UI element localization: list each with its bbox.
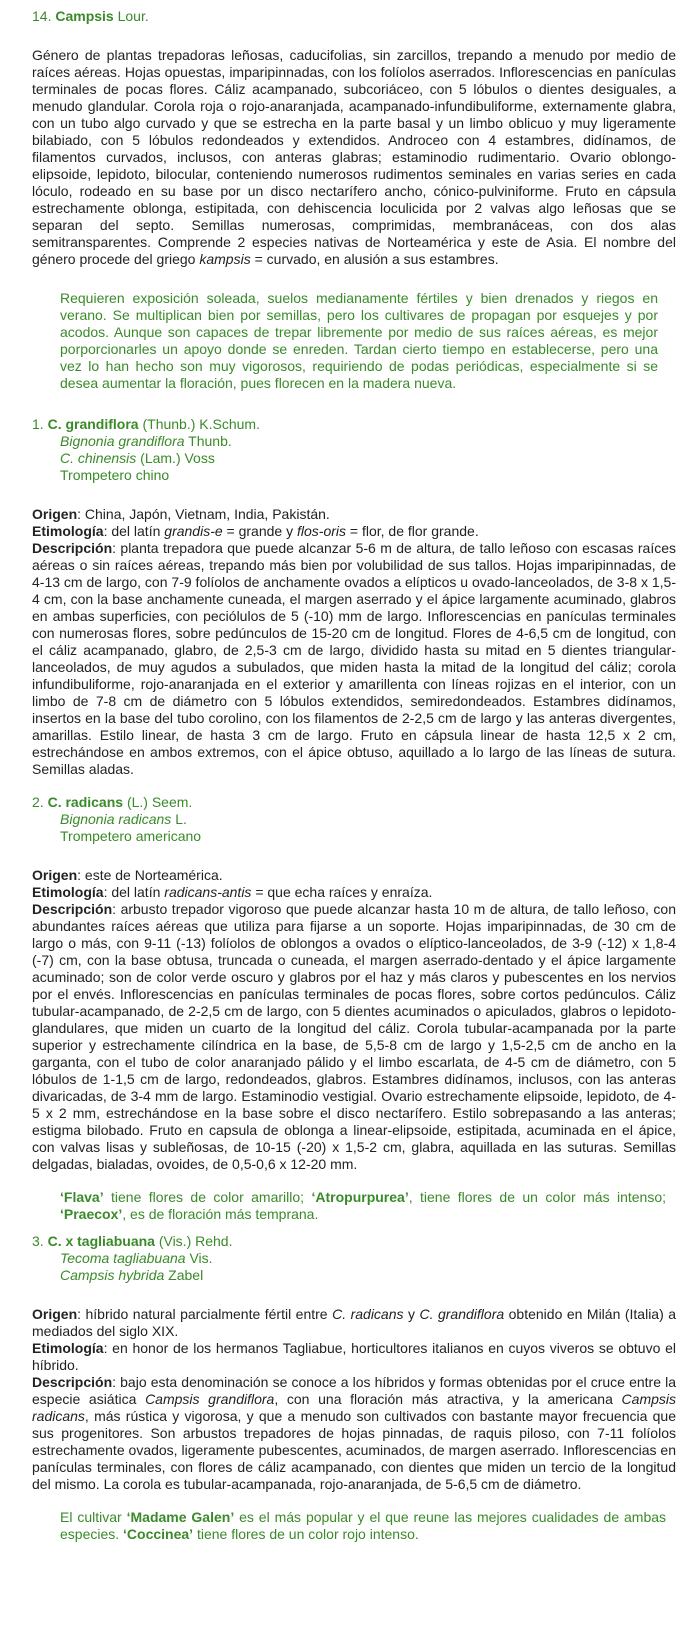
genus-heading: [32, 8, 676, 25]
origin-label: Origen: [32, 1306, 78, 1322]
etymology-term: grandis-e: [164, 523, 223, 539]
synonym-author: Zabel: [168, 1267, 204, 1283]
etymology-text: : del latín: [103, 523, 161, 539]
genus-description-end: = curvado, en alusión a sus estambres.: [254, 251, 499, 267]
description-label: Descripción: [32, 1374, 113, 1390]
synonym-name: C. chinensis: [60, 450, 137, 466]
genus-author: Lour.: [117, 8, 149, 24]
species-1-number: 1.: [32, 416, 44, 432]
origin-label: Origen: [32, 506, 78, 522]
species-1-common-name: Trompetero chino: [60, 467, 170, 483]
genus-etymology-word: kampsis: [199, 251, 251, 267]
description-term: Campsis radicans: [32, 1391, 677, 1424]
species-2-number: 2.: [32, 794, 44, 810]
species-3-synonym-2: [60, 1267, 676, 1284]
etymology-term: flos-oris: [297, 523, 347, 539]
genus-description: [32, 47, 676, 268]
synonym-name: Bignonia grandiflora: [60, 433, 185, 449]
description-label: Descripción: [32, 901, 113, 917]
cultivar-name: ‘Atropurpurea’: [311, 1189, 409, 1205]
species-3-heading: [32, 1233, 676, 1284]
etymology-label: Etimología: [32, 1340, 104, 1356]
species-1-description: [32, 540, 676, 778]
species-2-name: C. radicans: [47, 794, 124, 810]
synonym-author: L.: [175, 811, 187, 827]
description-term: Campsis grandiflora: [145, 1391, 275, 1407]
species-1-synonym-1: [60, 433, 676, 450]
cultivar-text: es el más popular y el que reune las mejores cualidades de ambas especies.: [60, 1509, 667, 1542]
origin-text: y: [408, 1306, 415, 1322]
cultivar-text: El cultivar: [60, 1509, 122, 1525]
description-text: , con una floración más atractiva, y la americana: [274, 1391, 613, 1407]
origin-text: : híbrido natural parcialmente fértil entre: [77, 1306, 328, 1322]
genus-number: 14.: [32, 8, 52, 24]
species-1-origin: [32, 506, 676, 523]
synonym-name: Tecoma tagliabuana: [60, 1250, 186, 1266]
synonym-name: Campsis hybrida: [60, 1267, 165, 1283]
species-2-description: [32, 901, 676, 1173]
cultivar-name: ‘Praecox’: [60, 1206, 123, 1222]
species-2-author: (L.) Seem.: [126, 794, 193, 810]
etymology-label: Etimología: [32, 884, 104, 900]
species-3-info: [32, 1306, 676, 1493]
synonym-author: (Lam.) Voss: [140, 450, 215, 466]
species-1-author: (Thunb.) K.Schum.: [142, 416, 260, 432]
cultivar-text: , tiene flores de un color más intenso;: [408, 1189, 667, 1205]
etymology-text: : del latín: [103, 884, 161, 900]
description-text: : bajo esta denominación se conoce a los híbridos y formas obtenidas por el cruce entre la especie asiática: [32, 1374, 676, 1407]
species-3-origin: [32, 1306, 676, 1340]
species-2-synonym-1: [60, 811, 676, 828]
description-label: Descripción: [32, 540, 113, 556]
description-text: : arbusto trepador vigoroso que puede alcanzar hasta 10 m de altura, de tallo leñoso, con abundantes raíces aéreas que utiliza para fijarse a un soporte. Hojas imparipinnadas, de 30 cm de largo o más, con 9-11 (-13) folíolos de oblongos a ovados o elíptico-lanceolados, de 3-9 (-12) x 1,8-4 (-7) cm, con la base obtusa, truncada o cuneada, el margen aserrado-dentado y el ápice largamente acuminado; son de color verde oscuro y glabros por el haz y más claros y pubescentes en los nervios por el envés. Inflorescencias en panículas terminales de pocas flores, sobre cortos pedúnculos. Cáliz tubular-acampanado, de 2-2,5 cm de largo, con 5 dientes acuminados o apiculados, glabros o lepidoto-glandulares, que miden un cuarto de la longitud del cáliz. Corola tubular-acampanada por la parte superior y estrechamente cilíndrica en la base, de 5,5-8 cm de largo y 1,5-2,5 cm de ancho en la garganta, con el tubo de color anaranjado pálido y el limbo escarlata, de 4-5 cm de diámetro, con 5 lóbulos de 1-1,5 cm de largo, redondeados, glabros. Estambres didínamos, inclusos, con las anteras divaricadas, de 3-4 mm de largo. Estaminodio vestigial. Ovario estrechamente elipsoide, lepidoto, de 4-5 x 2 mm, estrechándose en la base sobre el disco nectarífero. Estilo sobrepasando a las anteras; estigma bilobado. Fruto en capsula de oblonga a linear-elipsoide, estipitada, acuminada en el ápice, con valvas lisas y subleñosas, de 10-15 (-20) x 1,5-2 cm, glabra, aquillada en las suturas. Semillas delgadas, bialadas, ovoides, de 0,5-0,6 x 12-20 mm.: [32, 901, 676, 1172]
cultivar-text: tiene flores de color amarillo;: [111, 1189, 305, 1205]
cultivar-name: ‘Coccinea’: [123, 1526, 194, 1542]
species-2-etymology: [32, 884, 676, 901]
etymology-term: radicans-antis: [164, 884, 252, 900]
cultivar-name: ‘Flava’: [60, 1189, 104, 1205]
species-1-name: C. grandiflora: [47, 416, 139, 432]
species-1-heading: [32, 416, 676, 484]
etymology-text: : en honor de los hermanos Tagliabue, horticultores italianos en cuyos viveros se obtuvo el híbrido.: [32, 1340, 676, 1373]
etymology-text: = grande y: [226, 523, 294, 539]
genus-description-text: Género de plantas trepadoras leñosas, caducifolias, sin zarcillos, trepando a menudo por medio de raíces aéreas. Hojas opuestas, imparipinnadas, con los folíolos aserrados. Inflorescencias en panículas terminales de pocas flores. Cáliz acampanado, subcoriáceo, con 5 lóbulos o dientes desiguales, a menudo glandular. Corola roja o rojo-anaranjada, acampanado-infundibuliforme, externamente glabra, con un tubo algo curvado y que se estrecha en la parte basal y un limbo oblicuo y muy ligeramente bilabiado, con 5 lóbulos redondeados y extendidos. Androceo con 4 estambres, didínamos, de filamentos curvados, inclusos, con anteras glabras; estaminodio rudimentario. Ovario oblongo-elipsoide, lepidoto, bilocular, conteniendo numerosos rudimentos seminales en varias series en cada lóculo, rodeado en su base por un disco nectarífero ancho, cónico-pulviniforme. Fruto en cápsula estrechamente oblonga, estipitada, con dehiscencia loculicida por 2 valvas algo leñosas que se separan del septo. Semillas numerosas, comprimidas, membranáceas, con dos alas semitransparentes. Comprende 2 especies nativas de Norteamérica y este de Asia. El nombre del género procede del griego: [32, 47, 676, 267]
species-3-description: [32, 1374, 676, 1493]
species-3-name: C. x tagliabuana: [47, 1233, 155, 1249]
origin-text: obtenido en Milán (Italia) a mediados del siglo XIX.: [32, 1306, 677, 1339]
etymology-label: Etimología: [32, 523, 104, 539]
species-1-etymology: [32, 523, 676, 540]
etymology-text: = flor, de flor grande.: [349, 523, 479, 539]
species-1-info: [32, 506, 676, 778]
species-3-author: (Vis.) Rehd.: [158, 1233, 233, 1249]
species-1-synonym-2: [60, 450, 676, 467]
species-2-heading: [32, 794, 676, 845]
genus-name: Campsis: [55, 8, 114, 24]
origin-term: C. radicans: [332, 1306, 404, 1322]
origin-text: : este de Norteamérica.: [77, 867, 223, 883]
origin-text: : China, Japón, Vietnam, India, Pakistán.: [77, 506, 330, 522]
species-3-cultivars: [60, 1509, 676, 1543]
description-text: : planta trepadora que puede alcanzar 5-6 m de altura, de tallo leñoso con escasas raíces aéreas o sin raíces aéreas, trepando más bien por volubilidad de sus tallos. Hojas imparipinnadas, de 4-13 cm de largo, con 7-9 folíolos de anchamente ovados a elípticos u ovado-lanceolados, de 3-8 x 1,5-4 cm, con la base anchamente cuneada, el margen aserrado y el ápice largamente acuminado, glabros en ambas superficies, con peciólulos de 5 (-10) mm de largo. Inflorescencias en panículas terminales con numerosas flores, sobre pedúnculos de 15-20 cm de longitud. Flores de 4-6,5 cm de longitud, con el cáliz acampanado, glabro, de 2,5-3 cm de largo, dividido hasta su mitad en 5 dientes triangular-lanceolados, de muy agudos a subulados, que miden hasta la mitad de la longitud del cáliz; corola infundibuliforme, rojo-anaranjada en el exterior y amarillenta con líneas rojizas en el interior, con un limbo de 7-8 cm de diámetro con 5 lóbulos extendidos, semiredondeados. Estambres didínamos, insertos en la base del tubo corolino, con los filamentos de 2-2,5 cm de largo y las anteras divergentes, amarillas. Estilo linear, de hasta 3 cm de largo. Fruto en cápsula linear de hasta 12,5 x 2 cm, estrechándose en ambos extremos, con el ápice obtuso, aquillado a lo largo de las líneas de sutura. Semillas aladas.: [32, 540, 676, 777]
species-3-number: 3.: [32, 1233, 44, 1249]
cultivation-note: Requieren exposición soleada, suelos medianamente fértiles y bien drenados y riegos en verano. Se multiplican bien por semillas, pero los cultivares de propagan por esquejes y por acodos. Aunque son capaces de trepar libremente por medio de sus raíces aéreas, es mejor porporcionarles un apoyo donde se enreden. Tardan cierto tiempo en establecerse, pero una vez lo han hecho son muy vigorosos, requiriendo de podas periódicas, especialmente si se desea aumentar la floración, pues florecen en la madera nueva.: [60, 290, 658, 391]
cultivar-text: tiene flores de un color rojo intenso.: [196, 1526, 419, 1542]
species-2-origin: [32, 867, 676, 884]
origin-label: Origen: [32, 867, 78, 883]
synonym-author: Thunb.: [188, 433, 232, 449]
species-2-info: [32, 867, 676, 1173]
etymology-text: = que echa raíces y enraíza.: [255, 884, 433, 900]
species-3-synonym-1: [60, 1250, 676, 1267]
cultivar-name: ‘Madame Galen’: [126, 1509, 235, 1525]
synonym-author: Vis.: [189, 1250, 213, 1266]
species-3-etymology: [32, 1340, 676, 1374]
origin-term: C. grandiflora: [419, 1306, 505, 1322]
species-2-cultivars: [60, 1189, 676, 1223]
description-text: , más rústica y vigorosa, y que a menudo son cultivados con bastante mayor frecuencia que sus progenitores. Son arbustos trepadores de hojas pinnadas, de raquis piloso, con 7-11 folíolos estrechamente ovados, ligeramente pubescentes, acuminados, de margen aserrado. Inflorescencias en panículas terminales, con flores de cáliz acampanado, con dientes que miden un tercio de la longitud del mismo. La corola es tubular-acampanada, rojo-anaranjada, de 5-6,5 cm de diámetro.: [32, 1408, 676, 1492]
cultivar-text: , es de floración más temprana.: [122, 1206, 319, 1222]
synonym-name: Bignonia radicans: [60, 811, 172, 827]
species-2-common-name: Trompetero americano: [60, 828, 202, 844]
